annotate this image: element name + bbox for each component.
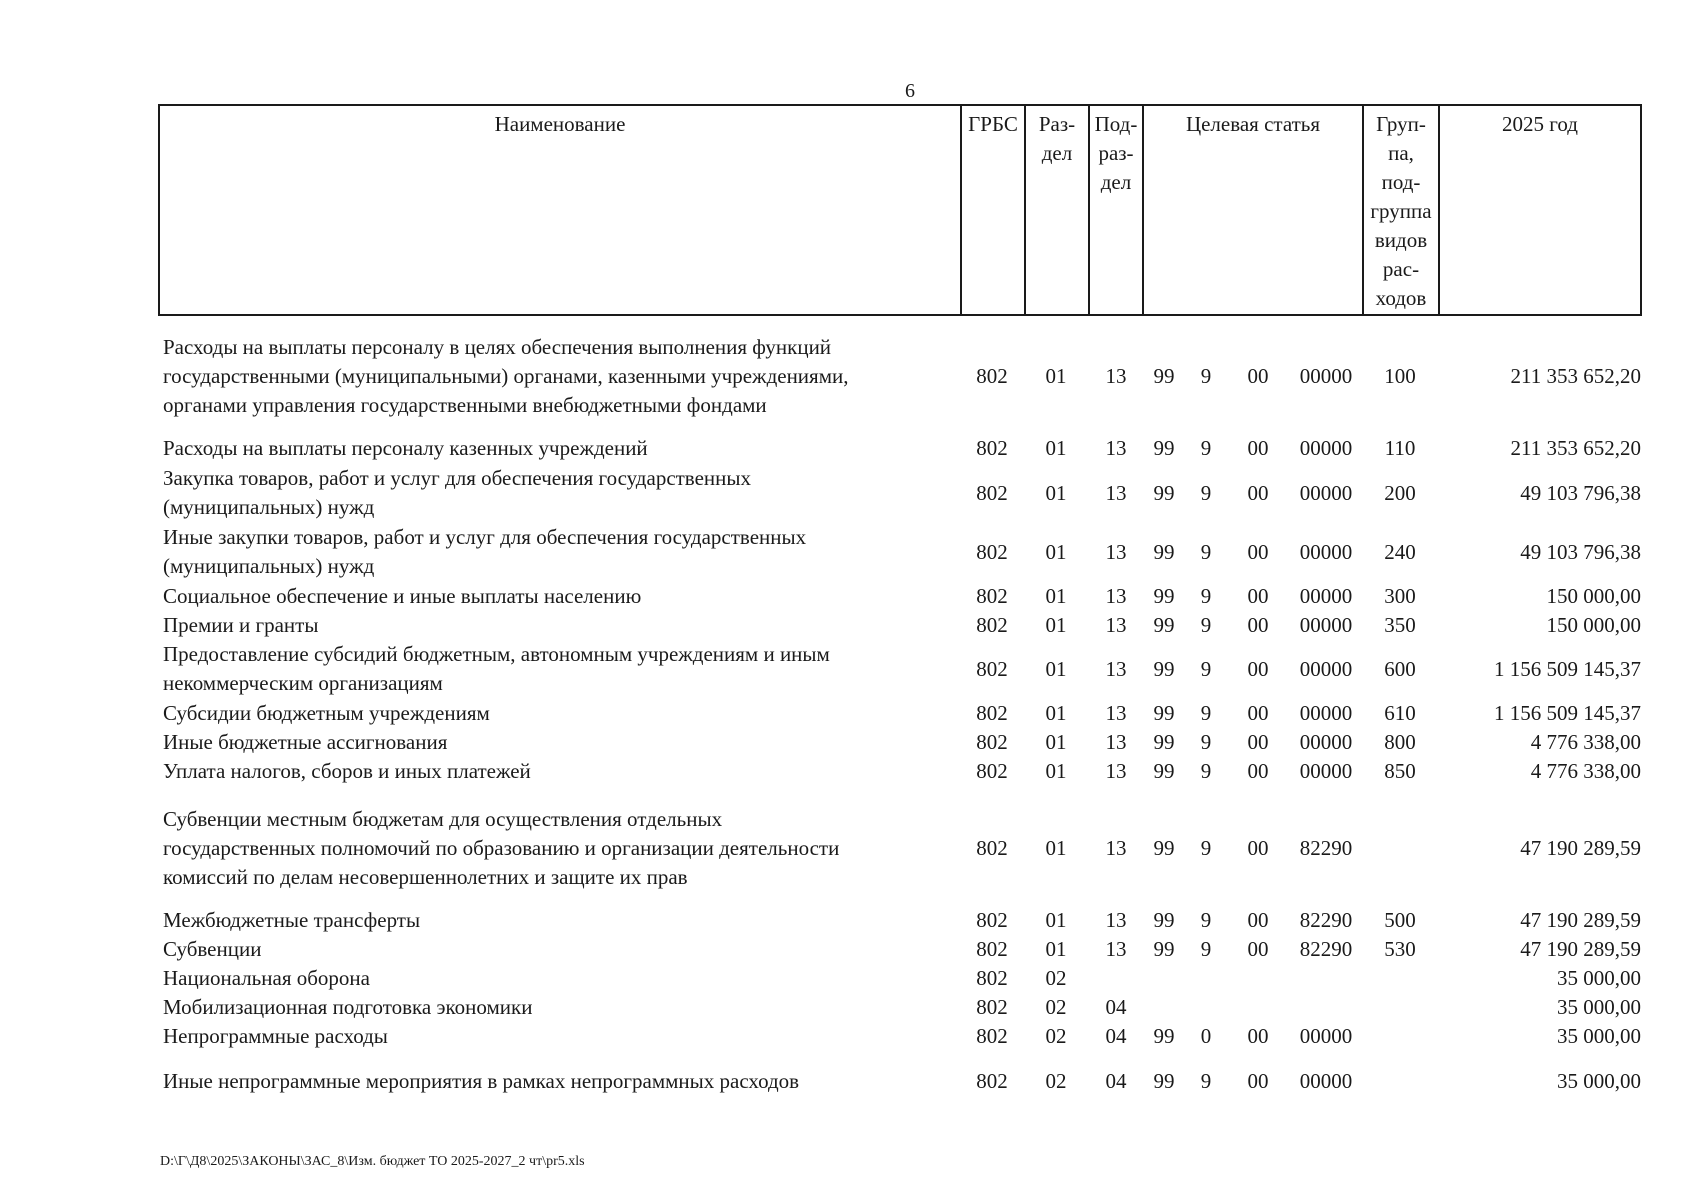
row-name-line: Непрограммные расходы	[163, 1024, 388, 1048]
header-vr-line: группа	[1370, 199, 1432, 223]
table-header	[158, 104, 1642, 316]
row-name-line: комиссий по делам несовершеннолетних и защите их прав	[163, 865, 688, 889]
row-name-line: государственными (муниципальными) органами, казенными учреждениями,	[163, 364, 849, 388]
cell-t4: 82290	[1299, 908, 1353, 932]
cell-t3: 00	[1247, 759, 1269, 783]
cell-grbs: 802	[976, 657, 1008, 681]
cell-t1: 99	[1153, 730, 1175, 754]
cell-podrazdel: 13	[1105, 364, 1127, 388]
header-razdel-line: Раз-	[1038, 112, 1076, 136]
row-name-line: (муниципальных) нужд	[163, 495, 375, 519]
cell-razdel: 01	[1045, 908, 1067, 932]
cell-t3: 00	[1247, 1069, 1269, 1093]
row-name	[163, 434, 953, 463]
header-podrazdel-line: раз-	[1098, 141, 1134, 165]
cell-vr: 110	[1384, 436, 1416, 460]
cell-grbs: 802	[976, 995, 1008, 1019]
row-name	[163, 582, 953, 611]
cell-podrazdel: 13	[1105, 481, 1127, 505]
cell-grbs: 802	[976, 481, 1008, 505]
cell-t4: 00000	[1299, 1024, 1353, 1048]
cell-t2: 9	[1200, 584, 1212, 608]
cell-podrazdel: 13	[1105, 836, 1127, 860]
page-number: 6	[905, 80, 915, 102]
cell-t4: 82290	[1299, 836, 1353, 860]
row-name	[163, 1067, 953, 1096]
cell-grbs: 802	[976, 966, 1008, 990]
header-vr-line: рас-	[1382, 257, 1420, 281]
cell-t3: 00	[1247, 937, 1269, 961]
row-name	[163, 699, 953, 728]
cell-podrazdel: 13	[1105, 730, 1127, 754]
header-vr-line: под-	[1381, 170, 1421, 194]
cell-sum: 35 000,00	[1557, 1024, 1641, 1048]
cell-razdel: 01	[1045, 759, 1067, 783]
row-name-line: Социальное обеспечение и иные выплаты населению	[163, 584, 642, 608]
row-name-line: Расходы на выплаты персоналу в целях обеспечения выполнения функций	[163, 335, 832, 359]
header-grbs	[962, 106, 1026, 314]
cell-razdel: 02	[1045, 966, 1067, 990]
cell-grbs: 802	[976, 836, 1008, 860]
cell-vr: 850	[1384, 759, 1416, 783]
cell-t3: 00	[1247, 584, 1269, 608]
cell-t1: 99	[1153, 657, 1175, 681]
cell-t1: 99	[1153, 1069, 1175, 1093]
cell-t4: 00000	[1299, 730, 1353, 754]
cell-t4: 00000	[1299, 701, 1353, 725]
row-name	[163, 1022, 953, 1051]
cell-podrazdel: 04	[1105, 995, 1127, 1019]
cell-t1: 99	[1153, 701, 1175, 725]
header-razdel	[1026, 106, 1090, 314]
cell-t3: 00	[1247, 701, 1269, 725]
cell-t3: 00	[1247, 657, 1269, 681]
cell-t2: 9	[1200, 937, 1212, 961]
cell-t1: 99	[1153, 364, 1175, 388]
cell-razdel: 01	[1045, 584, 1067, 608]
cell-t3: 00	[1247, 436, 1269, 460]
cell-t2: 9	[1200, 364, 1212, 388]
cell-razdel: 01	[1045, 836, 1067, 860]
row-name	[163, 464, 953, 522]
cell-t3: 00	[1247, 364, 1269, 388]
cell-t1: 99	[1153, 481, 1175, 505]
cell-vr: 200	[1384, 481, 1416, 505]
cell-t2: 9	[1200, 613, 1212, 637]
cell-vr: 610	[1384, 701, 1416, 725]
cell-t1: 99	[1153, 908, 1175, 932]
header-podrazdel-line: Под-	[1094, 112, 1138, 136]
cell-razdel: 01	[1045, 657, 1067, 681]
row-name-line: государственных полномочий по образованию и организации деятельности	[163, 836, 840, 860]
cell-razdel: 01	[1045, 364, 1067, 388]
row-name-line: органами управления государственными внебюджетными фондами	[163, 393, 767, 417]
cell-podrazdel: 13	[1105, 701, 1127, 725]
row-name	[163, 906, 953, 935]
cell-t2: 9	[1200, 908, 1212, 932]
cell-razdel: 01	[1045, 937, 1067, 961]
cell-sum: 47 190 289,59	[1520, 908, 1641, 932]
row-name-line: Предоставление субсидий бюджетным, автономным учреждениям и иным	[163, 642, 830, 666]
header-name-label: Наименование	[494, 112, 626, 136]
row-name	[163, 333, 953, 420]
header-target-label: Целевая статья	[1185, 112, 1321, 136]
cell-vr: 800	[1384, 730, 1416, 754]
cell-t4: 00000	[1299, 436, 1353, 460]
cell-t4: 00000	[1299, 481, 1353, 505]
cell-grbs: 802	[976, 540, 1008, 564]
cell-sum: 150 000,00	[1546, 613, 1641, 637]
cell-t4: 00000	[1299, 540, 1353, 564]
cell-podrazdel: 13	[1105, 759, 1127, 783]
cell-razdel: 01	[1045, 730, 1067, 754]
header-target	[1144, 106, 1364, 314]
cell-t4: 00000	[1299, 613, 1353, 637]
cell-t4: 00000	[1299, 1069, 1353, 1093]
row-name-line: Субвенции местным бюджетам для осуществления отдельных	[163, 807, 723, 831]
cell-t2: 9	[1200, 540, 1212, 564]
row-name-line: Расходы на выплаты персоналу казенных учреждений	[163, 436, 648, 460]
cell-t4: 00000	[1299, 759, 1353, 783]
cell-grbs: 802	[976, 1069, 1008, 1093]
cell-vr: 350	[1384, 613, 1416, 637]
row-name	[163, 728, 953, 757]
cell-t4: 00000	[1299, 364, 1353, 388]
cell-t2: 9	[1200, 436, 1212, 460]
row-name	[163, 993, 953, 1022]
cell-razdel: 01	[1045, 481, 1067, 505]
cell-t2: 9	[1200, 657, 1212, 681]
cell-sum: 49 103 796,38	[1520, 481, 1641, 505]
header-year-label: 2025 год	[1502, 112, 1578, 136]
cell-t2: 9	[1200, 481, 1212, 505]
cell-podrazdel: 13	[1105, 613, 1127, 637]
cell-vr: 600	[1384, 657, 1416, 681]
cell-grbs: 802	[976, 364, 1008, 388]
cell-vr: 240	[1384, 540, 1416, 564]
cell-podrazdel: 04	[1105, 1024, 1127, 1048]
cell-grbs: 802	[976, 436, 1008, 460]
cell-sum: 211 353 652,20	[1510, 364, 1641, 388]
cell-grbs: 802	[976, 613, 1008, 637]
header-vr-line: Груп-	[1376, 112, 1426, 136]
cell-podrazdel: 13	[1105, 657, 1127, 681]
cell-grbs: 802	[976, 1024, 1008, 1048]
cell-t1: 99	[1153, 436, 1175, 460]
cell-podrazdel: 04	[1105, 1069, 1127, 1093]
cell-t1: 99	[1153, 1024, 1175, 1048]
cell-t1: 99	[1153, 759, 1175, 783]
header-podrazdel-line: дел	[1100, 170, 1132, 194]
cell-t3: 00	[1247, 836, 1269, 860]
cell-t1: 99	[1153, 836, 1175, 860]
cell-razdel: 02	[1045, 1069, 1067, 1093]
cell-sum: 35 000,00	[1557, 995, 1641, 1019]
row-name	[163, 640, 953, 698]
cell-vr: 530	[1384, 937, 1416, 961]
row-name	[163, 611, 953, 640]
row-name	[163, 757, 953, 786]
cell-t3: 00	[1247, 730, 1269, 754]
header-podrazdel	[1090, 106, 1144, 314]
header-vr-line: видов	[1374, 228, 1428, 252]
cell-t1: 99	[1153, 613, 1175, 637]
cell-sum: 47 190 289,59	[1520, 937, 1641, 961]
cell-sum: 150 000,00	[1546, 584, 1641, 608]
cell-t3: 00	[1247, 1024, 1269, 1048]
cell-podrazdel: 13	[1105, 436, 1127, 460]
cell-vr: 300	[1384, 584, 1416, 608]
cell-sum: 35 000,00	[1557, 966, 1641, 990]
row-name-line: Национальная оборона	[163, 966, 370, 990]
cell-grbs: 802	[976, 730, 1008, 754]
cell-t4: 00000	[1299, 584, 1353, 608]
cell-t2: 0	[1200, 1024, 1212, 1048]
cell-razdel: 01	[1045, 436, 1067, 460]
cell-vr: 100	[1384, 364, 1416, 388]
cell-vr: 500	[1384, 908, 1416, 932]
row-name-line: Мобилизационная подготовка экономики	[163, 995, 533, 1019]
cell-podrazdel: 13	[1105, 540, 1127, 564]
cell-t2: 9	[1200, 1069, 1212, 1093]
cell-razdel: 01	[1045, 540, 1067, 564]
cell-grbs: 802	[976, 759, 1008, 783]
header-year	[1440, 106, 1640, 314]
cell-sum: 1 156 509 145,37	[1494, 701, 1641, 725]
row-name-line: Иные закупки товаров, работ и услуг для обеспечения государственных	[163, 525, 807, 549]
cell-sum: 4 776 338,00	[1530, 730, 1641, 754]
header-razdel-line: дел	[1041, 141, 1073, 165]
cell-grbs: 802	[976, 584, 1008, 608]
row-name	[163, 935, 953, 964]
row-name-line: (муниципальных) нужд	[163, 554, 375, 578]
cell-grbs: 802	[976, 908, 1008, 932]
cell-t2: 9	[1200, 701, 1212, 725]
cell-grbs: 802	[976, 701, 1008, 725]
row-name-line: Закупка товаров, работ и услуг для обеспечения государственных	[163, 466, 752, 490]
footer-file-path: D:\Г\Д8\2025\ЗАКОНЫ\ЗАС_8\Изм. бюджет ТО 2025-2027_2 чт\pr5.xls	[160, 1154, 585, 1169]
row-name-line: Субвенции	[163, 937, 262, 961]
cell-t1: 99	[1153, 937, 1175, 961]
cell-podrazdel: 13	[1105, 584, 1127, 608]
cell-t3: 00	[1247, 540, 1269, 564]
cell-sum: 4 776 338,00	[1530, 759, 1641, 783]
row-name	[163, 523, 953, 581]
cell-t1: 99	[1153, 540, 1175, 564]
cell-t2: 9	[1200, 730, 1212, 754]
header-grbs-label: ГРБС	[968, 112, 1018, 136]
cell-podrazdel: 13	[1105, 908, 1127, 932]
cell-razdel: 01	[1045, 701, 1067, 725]
cell-t2: 9	[1200, 836, 1212, 860]
row-name-line: Иные бюджетные ассигнования	[163, 730, 448, 754]
row-name-line: некоммерческим организациям	[163, 671, 443, 695]
row-name-line: Уплата налогов, сборов и иных платежей	[163, 759, 531, 783]
row-name-line: Межбюджетные трансферты	[163, 908, 421, 932]
cell-sum: 1 156 509 145,37	[1494, 657, 1641, 681]
row-name-line: Иные непрограммные мероприятия в рамках непрограммных расходов	[163, 1069, 800, 1093]
cell-t4: 82290	[1299, 937, 1353, 961]
row-name-line: Премии и гранты	[163, 613, 319, 637]
row-name	[163, 805, 953, 892]
cell-sum: 211 353 652,20	[1510, 436, 1641, 460]
cell-razdel: 01	[1045, 613, 1067, 637]
cell-t3: 00	[1247, 481, 1269, 505]
cell-t4: 00000	[1299, 657, 1353, 681]
cell-t1: 99	[1153, 584, 1175, 608]
cell-sum: 35 000,00	[1557, 1069, 1641, 1093]
cell-razdel: 02	[1045, 995, 1067, 1019]
header-vr-line: па,	[1388, 141, 1414, 165]
cell-grbs: 802	[976, 937, 1008, 961]
cell-sum: 47 190 289,59	[1520, 836, 1641, 860]
header-name	[160, 106, 962, 314]
cell-t2: 9	[1200, 759, 1212, 783]
cell-t3: 00	[1247, 908, 1269, 932]
header-vr	[1364, 106, 1440, 314]
cell-razdel: 02	[1045, 1024, 1067, 1048]
cell-t3: 00	[1247, 613, 1269, 637]
cell-sum: 49 103 796,38	[1520, 540, 1641, 564]
row-name	[163, 964, 953, 993]
header-vr-line: ходов	[1375, 286, 1427, 310]
row-name-line: Субсидии бюджетным учреждениям	[163, 701, 490, 725]
cell-podrazdel: 13	[1105, 937, 1127, 961]
